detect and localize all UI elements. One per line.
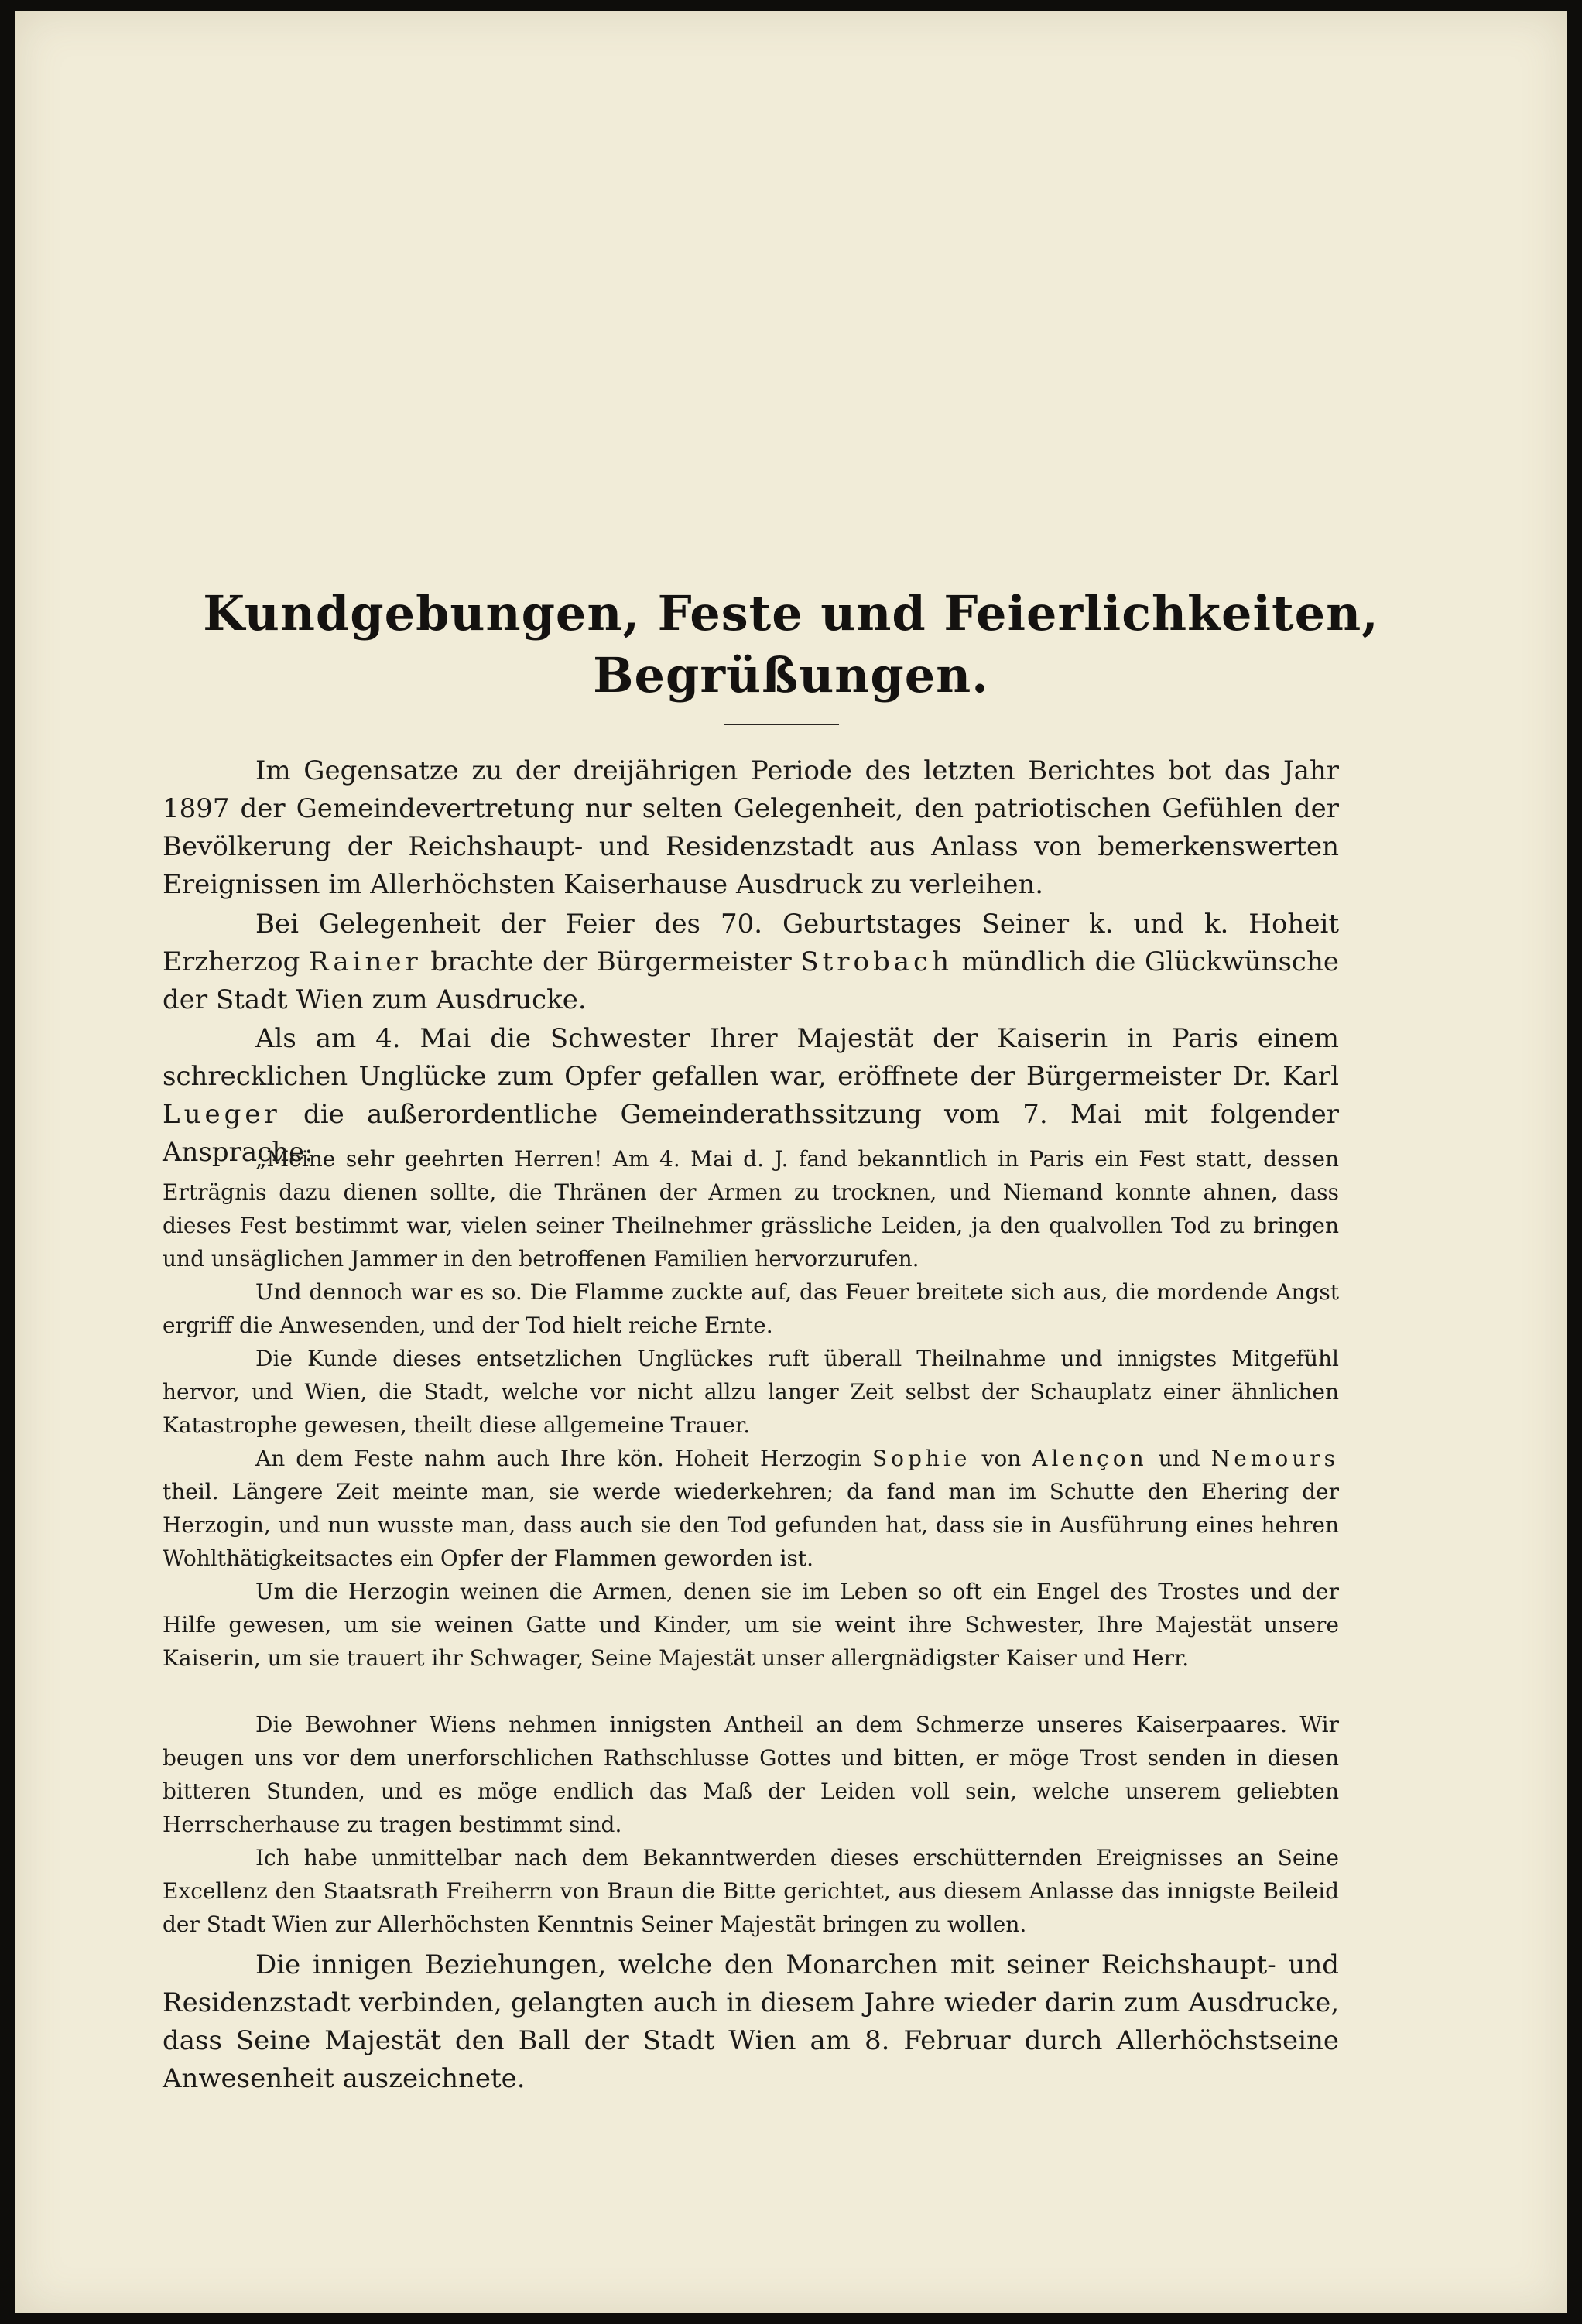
- place-name: Alençon: [1032, 1446, 1148, 1471]
- speech-paragraph-1: „Meine sehr geehrten Herren! Am 4. Mai d. J. fand bekanntlich in Paris ein Fest statt, dessen Erträgnis dazu dienen sollte, die Thränen der Armen zu trocknen, und Niemand konnte ahnen, dass dieses Fest bestimmt war, vielen seiner Theilnehmer grässliche Leiden, ja den qualvollen Tod zu bringen und unsäglichen Jammer in den betroffenen Familien hervorzurufen.: [163, 1146, 1339, 1272]
- paragraph-text: Als am 4. Mai die Schwester Ihrer Majestät der Kaiserin in Paris einem schrecklichen Unglücke zum Opfer gefallen war, eröffnete der Bürgermeister Dr. Karl: [163, 1023, 1339, 1092]
- place-name: Nemours: [1210, 1446, 1339, 1471]
- paragraph-text: und: [1147, 1446, 1211, 1471]
- person-name: Lueger: [163, 1099, 281, 1130]
- person-name: Strobach: [800, 946, 953, 977]
- paragraph-text: Bei Gelegenheit der Feier des 70. Geburtstages Seiner k. und k. Hoheit Erzherzog: [163, 909, 1339, 977]
- paragraph-text: An dem Feste nahm auch Ihre kön. Hoheit Herzogin: [255, 1446, 872, 1471]
- section-title-line-2: Begrüßungen.: [593, 647, 989, 703]
- speech-paragraph-4: [163, 1442, 1339, 1575]
- paragraph-text: mündlich die Glückwünsche der Stadt Wien zum Ausdrucke.: [163, 946, 1339, 1015]
- section-title-line-1: Kundgebungen, Feste und Feierlichkeiten,: [203, 585, 1379, 642]
- person-name: Rainer: [309, 946, 422, 977]
- title-divider: [724, 724, 839, 725]
- paragraph-text: von: [971, 1446, 1032, 1471]
- speech-paragraph-2: Und dennoch war es so. Die Flamme zuckte auf, das Feuer breitete sich aus, die mordende Angst ergriff die Anwesenden, und der Tod hielt reiche Ernte.: [163, 1279, 1339, 1338]
- document-page: [15, 11, 1567, 2313]
- paragraph-birthday: [163, 905, 1339, 1019]
- speech-paragraph-6: Die Bewohner Wiens nehmen innigsten Antheil an dem Schmerze unseres Kaiserpaares. Wir beugen uns vor dem unerforschlichen Rathschlusse Gottes und bitten, er möge Trost senden in diesen bitteren Stunden, und es möge endlich das Maß der Leiden voll sein, welche unserem geliebten Herrscherhause zu tragen bestimmt sind.: [163, 1712, 1339, 1837]
- paragraph-text: die außerordentliche Gemeinderathssitzung vom 7. Mai mit folgender Ansprache:: [163, 1099, 1339, 1168]
- person-name: Sophie: [871, 1446, 971, 1471]
- speech-paragraph-7: Ich habe unmittelbar nach dem Bekanntwerden dieses erschütternden Ereignisses an Seine Excellenz den Staatsrath Freiherrn von Braun die Bitte gerichtet, aus diesem Anlasse das innigste Beileid der Stadt Wien zur Allerhöchsten Kenntnis Seiner Majestät bringen zu wollen.: [163, 1845, 1339, 1937]
- speech-paragraph-3: Die Kunde dieses entsetzlichen Unglückes ruft überall Theilnahme und innigstes Mitgefühl hervor, und Wien, die Stadt, welche vor nicht allzu langer Zeit selbst der Schauplatz einer ähnlichen Katastrophe gewesen, theilt diese allgemeine Trauer.: [163, 1346, 1339, 1438]
- paragraph-intro: Im Gegensatze zu der dreijährigen Periode des letzten Berichtes bot das Jahr 1897 der Gemeindevertretung nur selten Gelegenheit, den patriotischen Gefühlen der Bevölkerung der Reichshaupt- und Residenzstadt aus Anlass von bemerkenswerten Ereignissen im Allerhöchsten Kaiserhause Ausdruck zu verleihen.: [163, 755, 1339, 900]
- paragraph-text: brachte der Bürgermeister: [421, 946, 801, 977]
- speech-paragraph-5: Um die Herzogin weinen die Armen, denen sie im Leben so oft ein Engel des Trostes und der Hilfe gewesen, um sie weinen Gatte und Kinder, um sie weint ihre Schwester, Ihre Majestät unsere Kaiserin, um sie trauert ihr Schwager, Seine Majestät unser allergnädigster Kaiser und Herr.: [163, 1579, 1339, 1671]
- paragraph-text: theil. Längere Zeit meinte man, sie werde wiederkehren; da fand man im Schutte den Ehering der Herzogin, und nun wusste man, dass auch sie den Tod gefunden hat, dass sie in Ausführung eines hehren Wohlthätigkeitsactes ein Opfer der Flammen geworden ist.: [163, 1479, 1339, 1571]
- paragraph-ball: Die innigen Beziehungen, welche den Monarchen mit seiner Reichshaupt- und Residenzstadt verbinden, gelangten auch in diesem Jahre wieder darin zum Ausdrucke, dass Seine Majestät den Ball der Stadt Wien am 8. Februar durch Allerhöchstseine Anwesenheit auszeichnete.: [163, 1949, 1339, 2094]
